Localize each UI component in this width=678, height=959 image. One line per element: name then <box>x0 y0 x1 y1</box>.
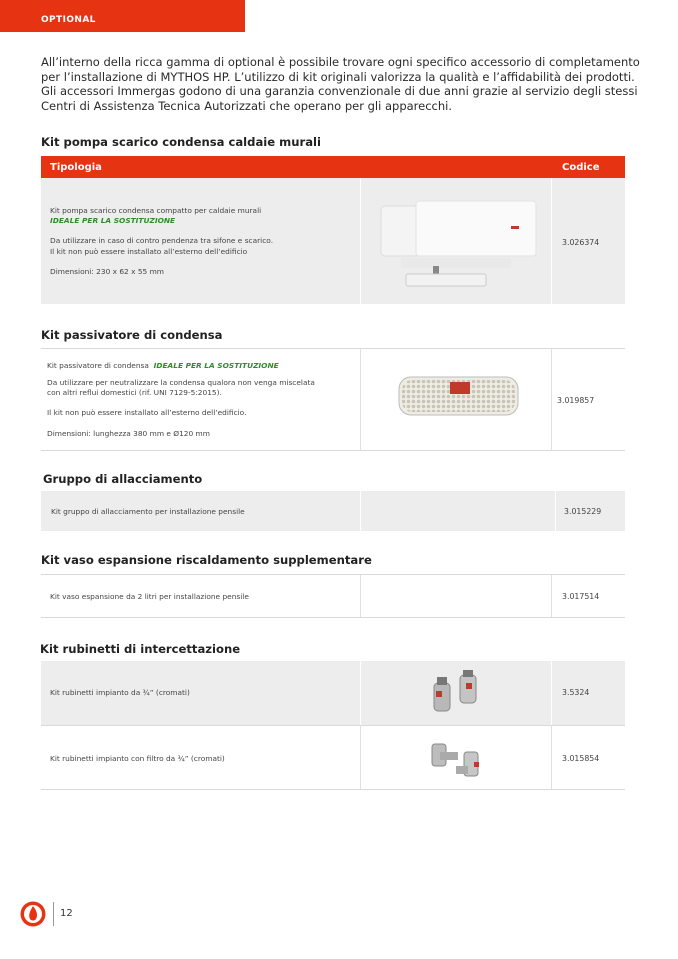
section-tab <box>0 0 245 32</box>
item-line: Il kit non può essere installato all’esterno dell’edificio <box>50 247 248 256</box>
item-code: 3.5324 <box>562 688 590 697</box>
item-line: con altri reflui domestici (rif. UNI 7129-5:2015). <box>47 388 222 397</box>
intro-line: Gli accessori Immergas godono di una garanzia convenzionale di due anni grazie al servizio degli stessi <box>41 84 638 98</box>
item-line: Il kit non può essere installato all’esterno dell’edificio. <box>47 408 247 417</box>
intro-line: All’interno della ricca gamma di optional è possibile trovare ogni specifico accessorio di completamento <box>41 55 640 69</box>
item-line: Kit pompa scarico condensa compatto per caldaie murali <box>50 206 262 215</box>
table-row <box>41 725 625 790</box>
item-dimensions: Dimensioni: lunghezza 380 mm e Ø120 mm <box>47 429 210 438</box>
section-title: Kit pompa scarico condensa caldaie murali <box>41 135 321 149</box>
table-row <box>41 348 625 451</box>
item-line: Da utilizzare in caso di contro pendenza tra sifone e scarico. <box>50 236 274 245</box>
section-tab-label: OPTIONAL <box>41 15 96 25</box>
page-number: 12 <box>60 908 73 919</box>
item-description: Kit gruppo di allacciamento per installazione pensile <box>51 507 245 516</box>
intro-line: per l’installazione di MYTHOS HP. L’utilizzo di kit originali valorizza la qualità e l’affidabilità dei prodotti. <box>41 69 635 84</box>
table-header <box>41 156 625 178</box>
table-row <box>41 178 625 304</box>
section-title: Kit rubinetti di intercettazione <box>40 642 241 656</box>
item-code: 3.019857 <box>557 396 595 405</box>
intro-paragraph <box>41 55 640 113</box>
immergas-logo-icon <box>20 901 46 927</box>
item-code: 3.015854 <box>562 754 600 763</box>
item-description: Kit vaso espansione da 2 litri per installazione pensile <box>50 592 249 601</box>
item-code: 3.015229 <box>564 507 602 516</box>
item-tag: IDEALE PER LA SOSTITUZIONE <box>50 216 176 225</box>
column-header-code: Codice <box>562 162 600 173</box>
table-row <box>41 491 625 531</box>
valves-image <box>426 669 496 717</box>
item-code: 3.017514 <box>562 592 600 601</box>
footer-divider <box>53 902 54 926</box>
table-row <box>41 661 625 725</box>
item-description: Kit rubinetti impianto con filtro da ¾” (cromati) <box>50 754 225 763</box>
filter-valves-image <box>426 738 496 783</box>
table-row <box>41 574 625 618</box>
intro-line: Centri di Assistenza Tecnica Autorizzati che operano per gli apparecchi. <box>41 98 453 113</box>
column-header-type: Tipologia <box>50 162 102 173</box>
passivator-image <box>396 374 521 419</box>
item-line: Da utilizzare per neutralizzare la condensa qualora non venga miscelata <box>47 378 315 387</box>
item-code: 3.026374 <box>562 238 600 247</box>
item-description: Kit rubinetti impianto da ¾” (cromati) <box>50 688 190 697</box>
section-title: Kit passivatore di condensa <box>41 328 223 342</box>
condensate-pump-image <box>371 186 541 294</box>
item-dimensions: Dimensioni: 230 x 62 x 55 mm <box>50 267 164 276</box>
item-line: Kit passivatore di condensa IDEALE PER LA SOSTITUZIONE <box>47 361 279 370</box>
section-title: Gruppo di allacciamento <box>43 472 203 486</box>
section-title: Kit vaso espansione riscaldamento supplementare <box>41 553 372 567</box>
